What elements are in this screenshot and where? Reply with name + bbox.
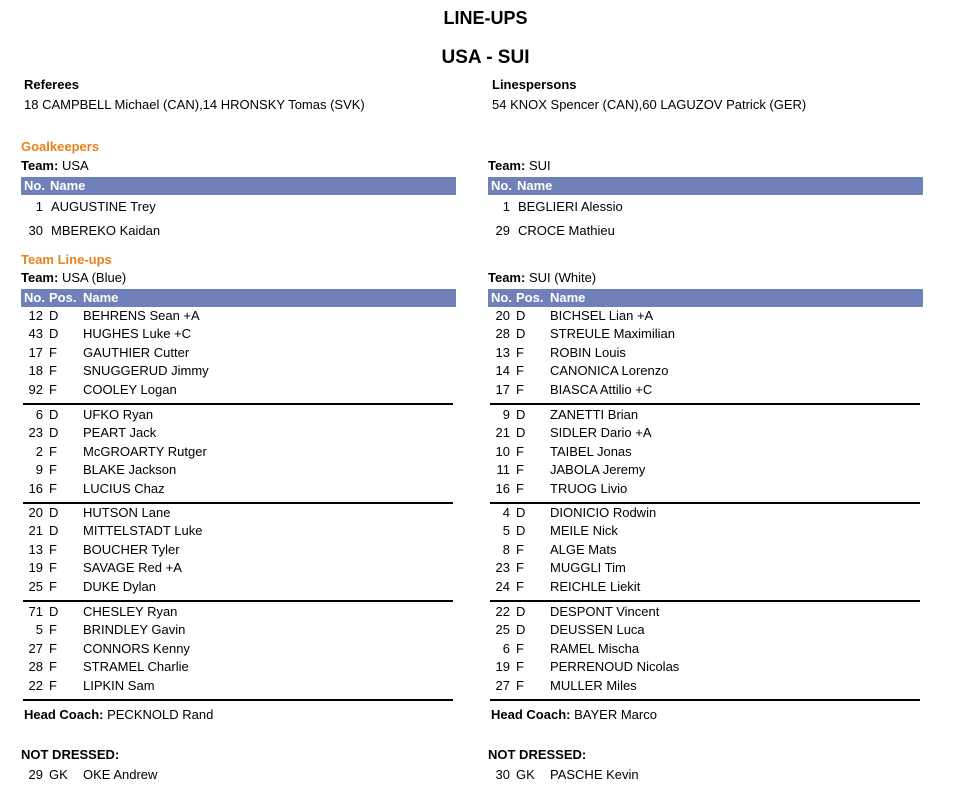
player-position: D bbox=[49, 425, 59, 441]
player-position: F bbox=[516, 344, 524, 360]
goalkeeper-row bbox=[21, 219, 456, 243]
player-name: LUCIUS Chaz bbox=[83, 480, 165, 496]
player-row bbox=[21, 362, 456, 380]
goalkeeper-row bbox=[21, 195, 456, 219]
player-name: MBEREKO Kaidan bbox=[51, 223, 161, 238]
player-number: 28 bbox=[495, 326, 510, 342]
col-name: Name bbox=[550, 290, 586, 305]
player-position: F bbox=[516, 677, 524, 693]
player-number: 25 bbox=[28, 578, 43, 594]
player-row bbox=[21, 541, 456, 559]
player-row bbox=[21, 504, 456, 522]
player-name: CANONICA Lorenzo bbox=[550, 363, 669, 379]
player-number: 20 bbox=[495, 308, 510, 323]
player-number: 18 bbox=[28, 363, 43, 379]
player-name: TAIBEL Jonas bbox=[550, 443, 632, 459]
player-number: 29 bbox=[495, 223, 510, 238]
player-name: DUKE Dylan bbox=[83, 578, 156, 594]
player-name: COOLEY Logan bbox=[83, 381, 177, 397]
line-separator bbox=[490, 699, 920, 701]
player-row bbox=[21, 424, 456, 442]
goalkeepers-table-header bbox=[488, 177, 923, 195]
player-position: D bbox=[49, 505, 59, 520]
col-no: No. bbox=[491, 178, 512, 193]
player-position: F bbox=[49, 480, 57, 496]
player-row bbox=[488, 381, 923, 399]
head-coach: Head Coach: BAYER Marco bbox=[491, 707, 657, 722]
player-row bbox=[488, 480, 923, 498]
player-position: F bbox=[49, 363, 57, 379]
player-position: D bbox=[49, 308, 59, 323]
player-name: JABOLA Jeremy bbox=[550, 462, 646, 478]
page-title: LINE-UPS bbox=[443, 8, 528, 28]
player-name: SAVAGE Red +A bbox=[83, 560, 182, 576]
player-number: 23 bbox=[495, 560, 510, 576]
player-name: MEILE Nick bbox=[550, 523, 618, 539]
player-number: 8 bbox=[502, 541, 510, 557]
player-row bbox=[21, 621, 456, 639]
player-number: 23 bbox=[28, 425, 43, 441]
player-number: 5 bbox=[502, 523, 510, 539]
player-name: GAUTHIER Cutter bbox=[83, 344, 190, 360]
player-row bbox=[21, 522, 456, 540]
player-name: RAMEL Mischa bbox=[550, 640, 640, 656]
player-position: F bbox=[49, 560, 57, 576]
player-number: 16 bbox=[495, 480, 510, 496]
player-number: 25 bbox=[495, 622, 510, 638]
player-row bbox=[21, 406, 456, 424]
player-number: 9 bbox=[502, 407, 510, 422]
player-name: MULLER Miles bbox=[550, 677, 637, 693]
player-name: DEUSSEN Luca bbox=[550, 622, 645, 638]
player-position: D bbox=[516, 505, 526, 520]
col-no: No. bbox=[24, 290, 45, 305]
team-label-lineup: Team: SUI (White) bbox=[488, 270, 597, 285]
player-name: CROCE Mathieu bbox=[518, 223, 615, 238]
player-position: D bbox=[49, 604, 59, 619]
player-number: 16 bbox=[28, 480, 43, 496]
player-row bbox=[488, 603, 923, 621]
line-separator bbox=[23, 699, 453, 701]
head-coach: Head Coach: PECKNOLD Rand bbox=[24, 707, 214, 722]
linespersons-value: 54 KNOX Spencer (CAN),60 LAGUZOV Patrick (GER) bbox=[492, 97, 807, 112]
not-dressed-row: 29 GK OKE Andrew bbox=[28, 767, 158, 782]
player-row bbox=[488, 307, 923, 325]
player-position: F bbox=[516, 363, 524, 379]
referees-value: 18 CAMPBELL Michael (CAN),14 HRONSKY Tomas (SVK) bbox=[24, 97, 365, 112]
player-position: D bbox=[516, 326, 526, 342]
player-row bbox=[21, 559, 456, 577]
player-number: 17 bbox=[495, 381, 510, 397]
player-position: D bbox=[49, 407, 59, 422]
player-row bbox=[21, 325, 456, 343]
player-row bbox=[488, 621, 923, 639]
player-name: PEART Jack bbox=[83, 425, 157, 441]
player-number: 17 bbox=[28, 344, 43, 360]
player-name: TRUOG Livio bbox=[550, 480, 628, 496]
player-number: 24 bbox=[495, 578, 510, 594]
team-label-lineup: Team: USA (Blue) bbox=[21, 270, 127, 285]
player-row bbox=[21, 677, 456, 695]
player-name: McGROARTY Rutger bbox=[83, 443, 207, 459]
col-name: Name bbox=[517, 178, 553, 193]
player-position: F bbox=[516, 443, 524, 459]
player-position: F bbox=[49, 443, 57, 459]
team-name: SUI (White) bbox=[528, 270, 597, 285]
player-name: SIDLER Dario +A bbox=[550, 425, 652, 441]
player-row bbox=[21, 461, 456, 479]
player-position: D bbox=[516, 523, 526, 539]
player-number: 13 bbox=[495, 344, 510, 360]
player-number: 30 bbox=[28, 223, 43, 238]
player-name: HUGHES Luke +C bbox=[83, 326, 192, 342]
lineup-table-header bbox=[21, 289, 456, 307]
player-name: CONNORS Kenny bbox=[83, 640, 190, 656]
team-column-left bbox=[21, 0, 456, 794]
player-position: D bbox=[516, 425, 526, 441]
player-number: 5 bbox=[35, 622, 43, 638]
player-row bbox=[488, 658, 923, 676]
player-row bbox=[488, 424, 923, 442]
line-separator bbox=[23, 403, 453, 405]
player-row bbox=[488, 504, 923, 522]
player-row bbox=[488, 461, 923, 479]
player-name: HUTSON Lane bbox=[83, 505, 171, 520]
goalkeeper-row bbox=[488, 195, 923, 219]
linespersons-label: Linespersons bbox=[492, 77, 577, 92]
player-number: 27 bbox=[28, 640, 43, 656]
goalkeeper-row bbox=[488, 219, 923, 243]
player-number: 6 bbox=[35, 407, 43, 422]
player-position: F bbox=[516, 578, 524, 594]
team-name: SUI bbox=[528, 158, 551, 173]
player-row bbox=[21, 344, 456, 362]
player-row bbox=[488, 677, 923, 695]
not-dressed-row: 30 GK PASCHE Kevin bbox=[495, 767, 639, 782]
player-position: F bbox=[49, 622, 57, 638]
player-name: DIONICIO Rodwin bbox=[550, 505, 657, 520]
player-name: BRINDLEY Gavin bbox=[83, 622, 186, 638]
player-position: F bbox=[49, 541, 57, 557]
player-name: BEHRENS Sean +A bbox=[83, 308, 200, 323]
player-number: 19 bbox=[28, 560, 43, 576]
match-title: USA - SUI bbox=[441, 47, 530, 68]
player-position: F bbox=[516, 462, 524, 478]
player-position: D bbox=[516, 308, 526, 323]
player-number: 4 bbox=[502, 505, 510, 520]
player-name: PERRENOUD Nicolas bbox=[550, 659, 680, 675]
player-number: 21 bbox=[495, 425, 510, 441]
player-row bbox=[488, 522, 923, 540]
player-position: F bbox=[49, 659, 57, 675]
player-position: F bbox=[516, 640, 524, 656]
head-coach-name: PECKNOLD Rand bbox=[107, 707, 214, 722]
player-row bbox=[21, 658, 456, 676]
player-position: D bbox=[516, 604, 526, 619]
player-number: 1 bbox=[502, 199, 510, 214]
col-no: No. bbox=[491, 290, 512, 305]
player-row bbox=[488, 559, 923, 577]
player-position: F bbox=[516, 560, 524, 576]
player-number: 71 bbox=[28, 604, 43, 619]
player-number: 6 bbox=[502, 640, 510, 656]
player-row bbox=[21, 381, 456, 399]
col-no: No. bbox=[24, 178, 45, 193]
player-number: 2 bbox=[35, 443, 43, 459]
player-number: 1 bbox=[35, 199, 43, 214]
player-name: BIASCA Attilio +C bbox=[550, 381, 653, 397]
player-name: BOUCHER Tyler bbox=[83, 541, 180, 557]
player-row bbox=[21, 443, 456, 461]
player-row bbox=[488, 541, 923, 559]
player-number: 22 bbox=[28, 677, 43, 693]
player-name: ALGE Mats bbox=[550, 541, 617, 557]
player-row bbox=[488, 443, 923, 461]
player-position: F bbox=[516, 480, 524, 496]
player-row bbox=[488, 325, 923, 343]
player-position: F bbox=[49, 640, 57, 656]
team-lineups-heading: Team Line-ups bbox=[21, 252, 112, 267]
player-row bbox=[21, 480, 456, 498]
player-name: MITTELSTADT Luke bbox=[83, 523, 203, 539]
player-name: MUGGLI Tim bbox=[550, 560, 626, 576]
player-name: STREULE Maximilian bbox=[550, 326, 675, 342]
lineup-table-header bbox=[488, 289, 923, 307]
player-number: 11 bbox=[496, 462, 510, 478]
player-name: CHESLEY Ryan bbox=[83, 604, 178, 619]
player-position: F bbox=[49, 381, 57, 397]
team-name: USA bbox=[61, 158, 89, 173]
team-name: USA (Blue) bbox=[61, 270, 127, 285]
team-column-right bbox=[488, 0, 923, 794]
player-name: AUGUSTINE Trey bbox=[51, 199, 156, 214]
player-row bbox=[21, 307, 456, 325]
player-name: LIPKIN Sam bbox=[83, 677, 155, 693]
player-position: D bbox=[49, 326, 59, 342]
player-name: BICHSEL Lian +A bbox=[550, 308, 654, 323]
player-row bbox=[21, 578, 456, 596]
player-position: F bbox=[49, 578, 57, 594]
goalkeepers-table-header bbox=[21, 177, 456, 195]
player-number: 21 bbox=[28, 523, 43, 539]
player-number: 14 bbox=[495, 363, 510, 379]
player-number: 9 bbox=[35, 462, 43, 478]
col-name: Name bbox=[83, 290, 119, 305]
player-row bbox=[21, 603, 456, 621]
line-separator bbox=[23, 600, 453, 602]
player-number: 28 bbox=[28, 659, 43, 675]
player-number: 92 bbox=[28, 381, 43, 397]
player-name: REICHLE Liekit bbox=[550, 578, 641, 594]
line-separator bbox=[490, 600, 920, 602]
player-number: 12 bbox=[28, 308, 43, 323]
line-separator bbox=[490, 403, 920, 405]
player-position: D bbox=[516, 407, 526, 422]
player-position: F bbox=[516, 659, 524, 675]
player-row bbox=[488, 362, 923, 380]
col-name: Name bbox=[50, 178, 86, 193]
player-number: 19 bbox=[495, 659, 510, 675]
player-number: 22 bbox=[495, 604, 510, 619]
player-name: STRAMEL Charlie bbox=[83, 659, 189, 675]
team-label-gk: Team: USA bbox=[21, 158, 89, 173]
player-number: 27 bbox=[495, 677, 510, 693]
goalkeepers-heading: Goalkeepers bbox=[21, 139, 100, 154]
player-name: UFKO Ryan bbox=[83, 407, 154, 422]
col-pos: Pos. bbox=[49, 290, 77, 305]
player-number: 13 bbox=[28, 541, 43, 557]
player-position: F bbox=[49, 344, 57, 360]
player-name: SNUGGERUD Jimmy bbox=[83, 363, 209, 379]
player-name: ROBIN Louis bbox=[550, 344, 626, 360]
player-number: 20 bbox=[28, 505, 43, 520]
player-row bbox=[488, 640, 923, 658]
player-name: BLAKE Jackson bbox=[83, 462, 177, 478]
col-pos: Pos. bbox=[516, 290, 544, 305]
player-number: 43 bbox=[28, 326, 43, 342]
team-label-gk: Team: SUI bbox=[488, 158, 551, 173]
player-row bbox=[21, 640, 456, 658]
player-row bbox=[488, 578, 923, 596]
player-number: 10 bbox=[495, 443, 510, 459]
not-dressed-label: NOT DRESSED: bbox=[488, 747, 587, 762]
player-position: F bbox=[49, 677, 57, 693]
player-position: F bbox=[516, 381, 524, 397]
player-name: BEGLIERI Alessio bbox=[518, 199, 623, 214]
head-coach-name: BAYER Marco bbox=[574, 707, 657, 722]
player-name: ZANETTI Brian bbox=[550, 407, 639, 422]
player-position: F bbox=[49, 462, 57, 478]
not-dressed-label: NOT DRESSED: bbox=[21, 747, 120, 762]
player-position: D bbox=[516, 622, 526, 638]
referees-label: Referees bbox=[24, 77, 79, 92]
player-name: DESPONT Vincent bbox=[550, 604, 660, 619]
player-position: D bbox=[49, 523, 59, 539]
player-row bbox=[488, 406, 923, 424]
player-position: F bbox=[516, 541, 524, 557]
player-row bbox=[488, 344, 923, 362]
